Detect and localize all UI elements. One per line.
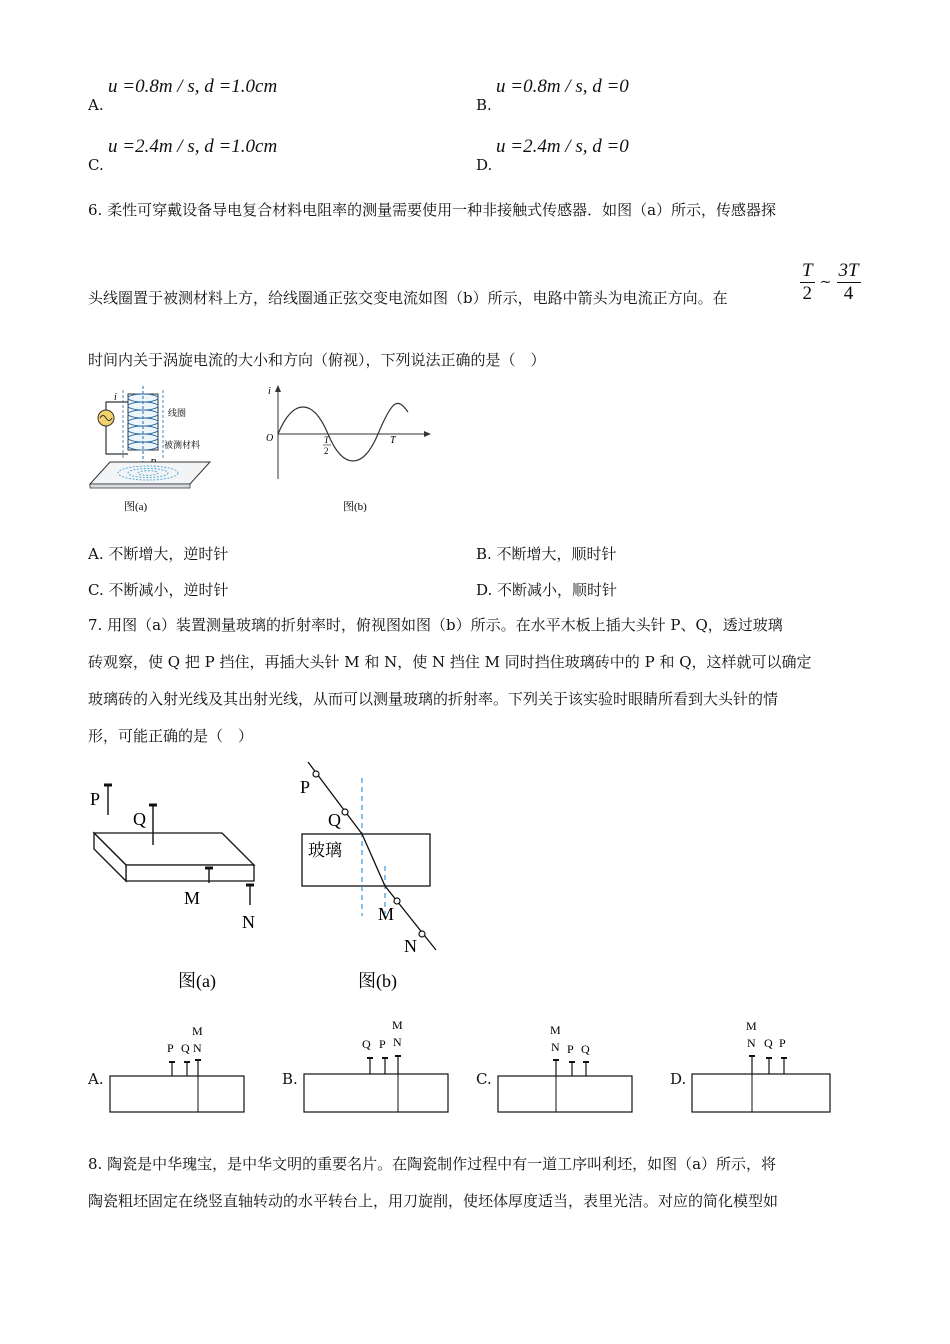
option-diagram <box>302 1018 452 1118</box>
q6-option-a: A. 不断增大，逆时针 <box>88 545 229 563</box>
fraction-denominator: 2 <box>802 283 813 304</box>
tick-label-t: T <box>390 435 396 446</box>
current-label: i <box>114 392 117 403</box>
option-diagram <box>690 1018 840 1118</box>
pin-n <box>246 885 254 905</box>
pin-label-p: P <box>300 777 311 797</box>
tilde-symbol: ~ <box>819 274 832 291</box>
fraction-3t-over-4 <box>837 260 861 305</box>
q7-stem-line4: 形，可能正确的是（ ） <box>88 727 254 745</box>
pin-m-dot <box>394 898 400 904</box>
option-letter: B. <box>282 1070 298 1088</box>
q5-option-c <box>88 136 448 176</box>
pins <box>169 1060 201 1076</box>
q7-figure-b <box>290 758 450 998</box>
figure-caption: 图(a) <box>178 971 216 991</box>
q7-figure-a <box>82 775 272 995</box>
pins <box>367 1056 401 1074</box>
q6-stem-line1: 6. 柔性可穿戴设备导电复合材料电阻率的测量需要使用一种非接触式传感器．如图（a）所示，传感器探 <box>88 201 777 219</box>
pins <box>553 1060 589 1076</box>
q6-option-c: C. 不断减小，逆时针 <box>88 581 229 599</box>
option-expression: u =2.4m / s, d =0 <box>496 136 629 157</box>
pin-p-dot <box>313 771 319 777</box>
q7-stem-line1: 7. 用图（a）装置测量玻璃的折射率时，俯视图如图（b）所示。在水平木板上插大头针 P、Q，透过玻璃 <box>88 616 783 634</box>
q7-option-c <box>476 1018 636 1118</box>
fraction-numerator: T <box>802 260 813 281</box>
pin-p <box>104 785 112 815</box>
pin-label: P <box>779 1036 786 1050</box>
pin-label-q: Q <box>328 810 341 830</box>
pins <box>749 1056 787 1074</box>
option-letter: B. <box>476 96 492 114</box>
pin-label: N <box>747 1036 756 1050</box>
pin-label: P <box>567 1042 574 1056</box>
option-diagram <box>496 1018 636 1118</box>
q7-option-a <box>88 1018 248 1118</box>
option-letter: C. <box>476 1070 492 1088</box>
pin-label: P <box>167 1041 174 1055</box>
q8-stem-line1: 8. 陶瓷是中华瑰宝，是中华文明的重要名片。在陶瓷制作过程中有一道工序叫利坯，如图（a）所示，将 <box>88 1155 777 1173</box>
pin-label: Q <box>181 1041 190 1055</box>
option-expression: u =2.4m / s, d =1.0cm <box>108 136 278 157</box>
q7-stem-line2: 砖观察，使 Q 把 P 挡住，再插大头针 M 和 N，使 N 挡住 M 同时挡住玻璃砖中的 P 和 Q，这样就可以确定 <box>88 653 812 671</box>
circuit-wire <box>106 402 128 454</box>
pin-label-n: N <box>404 936 417 956</box>
pin-label: M <box>550 1023 561 1037</box>
option-letter: A. <box>88 1070 104 1088</box>
q6-figure-b <box>258 384 438 516</box>
y-axis-label: i <box>268 386 271 397</box>
option-expression: u =0.8m / s, d =1.0cm <box>108 76 278 97</box>
pin-label: Q <box>362 1037 371 1051</box>
option-letter: A. <box>88 96 104 114</box>
fraction-t-over-2 <box>800 260 815 305</box>
pin-label: N <box>193 1041 202 1055</box>
glass-block <box>110 1076 244 1112</box>
q6-stem-line2: 头线圈置于被测材料上方，给线圈通正弦交变电流如图（b）所示，电路中箭头为电流正方向。在 <box>88 289 728 307</box>
pin-label: P <box>379 1037 386 1051</box>
pin-label-m: M <box>378 904 395 924</box>
coil-label: 线圈 <box>168 408 187 418</box>
tick-label-t-denominator: 2 <box>324 446 329 456</box>
q6-figure-a <box>88 384 238 516</box>
time-interval-fraction <box>800 260 870 310</box>
material-plate-edge <box>90 484 190 488</box>
option-letter: D. <box>670 1070 687 1088</box>
pin-label: Q <box>581 1042 590 1056</box>
tick-label-t-numerator: T <box>324 435 330 445</box>
option-letter: C. <box>88 156 104 174</box>
pin-label: Q <box>764 1036 773 1050</box>
fraction-denominator: 4 <box>843 283 854 304</box>
q7-stem-line3: 玻璃砖的入射光线及其出射光线，从而可以测量玻璃的折射率。下列关于该实验时眼睛所看到大头针的情 <box>88 690 779 708</box>
x-axis-arrow <box>424 431 431 437</box>
sine-current-curve <box>278 403 408 461</box>
q5-option-d <box>476 136 836 176</box>
q7-option-b <box>282 1018 452 1118</box>
pin-label: M <box>746 1019 757 1033</box>
pin-label-m: M <box>184 888 201 908</box>
pin-label-n: N <box>242 912 255 932</box>
q6-option-d: D. 不断减小，顺时针 <box>476 581 618 599</box>
option-diagram <box>108 1018 248 1118</box>
fraction-numerator: 3T <box>838 260 859 281</box>
figure-caption: 图(b) <box>358 971 397 991</box>
pin-label-p: P <box>90 789 101 809</box>
q7-option-d <box>670 1018 840 1118</box>
glass-block <box>498 1076 632 1112</box>
material-label: 被测材料 <box>164 440 201 450</box>
pin-n-dot <box>419 931 425 937</box>
y-axis-arrow <box>275 385 281 392</box>
q6-stem-line3: 时间内关于涡旋电流的大小和方向（俯视），下列说法正确的是（ ） <box>88 351 546 369</box>
q6-option-b: B. 不断增大，顺时针 <box>476 545 617 563</box>
q5-option-b <box>476 76 836 116</box>
figure-caption: 图(a) <box>124 501 148 513</box>
pin-label: N <box>393 1035 402 1049</box>
pin-q-dot <box>342 809 348 815</box>
pin-label: M <box>192 1024 203 1038</box>
glass-block <box>692 1074 830 1112</box>
glass-slab-front <box>126 865 254 881</box>
q8-stem-line2: 陶瓷粗坯固定在绕竖直轴转动的水平转台上，用刀旋削，使坯体厚度适当，表里光洁。对应的简化模型如 <box>88 1192 779 1210</box>
material-plate <box>90 462 210 484</box>
pin-label: M <box>392 1018 403 1032</box>
figure-caption: 图(b) <box>343 501 367 513</box>
pin-label-q: Q <box>133 809 146 829</box>
option-letter: D. <box>476 156 493 174</box>
pin-label: N <box>551 1040 560 1054</box>
glass-label: 玻璃 <box>308 841 342 860</box>
origin-label: O <box>266 433 274 444</box>
glass-block <box>304 1074 448 1112</box>
option-expression: u =0.8m / s, d =0 <box>496 76 629 97</box>
q5-option-a <box>88 76 448 116</box>
